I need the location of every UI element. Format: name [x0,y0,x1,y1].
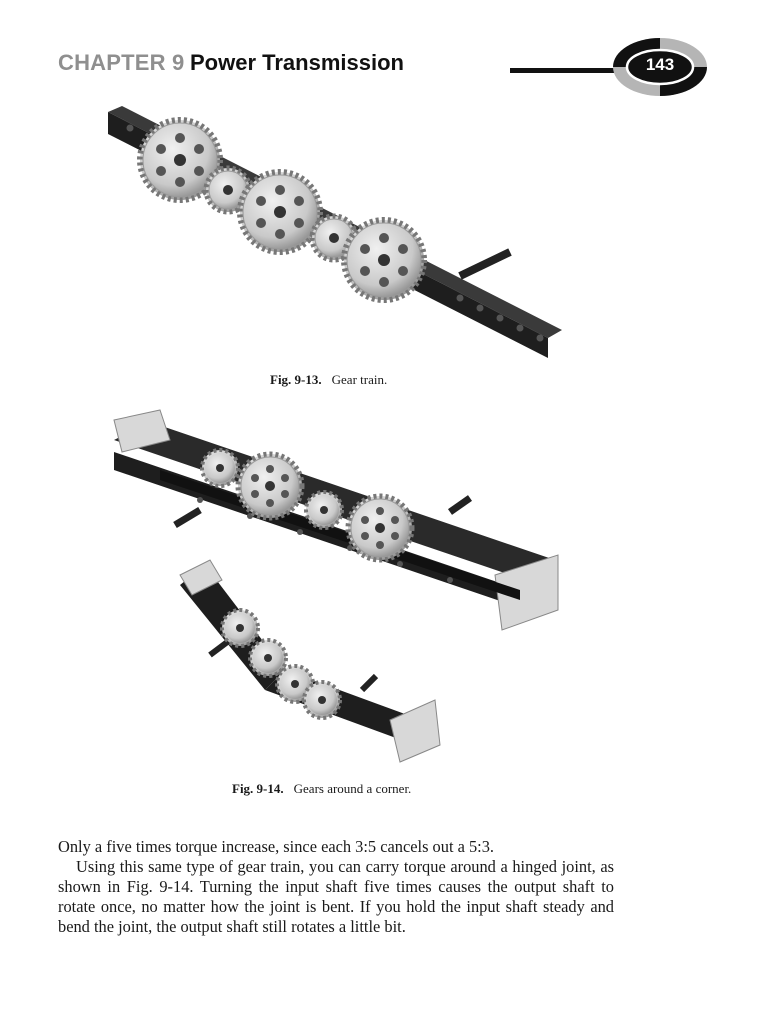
figure-caption-text: Gear train. [331,372,388,387]
figure-caption [270,372,387,388]
paragraph: Only a five times torque increase, since each 3:5 cancels out a 5:3. [58,837,495,856]
running-header [0,0,762,110]
paragraph: Using this same type of gear train, you can carry torque around a hinged joint, as shown in Fig. 9-14. Turning the input shaft five times causes the output shaft to rotate once, no matter how the joint is bent. If you hold the input shaft steady and bend the joint, the output shaft still rotates a little bit. [58,857,614,936]
figure-number: Fig. 9-14. [232,781,284,796]
figure-gears-around-corner-image [100,400,570,775]
figure-number: Fig. 9-13. [270,372,322,387]
figure-caption-text: Gears around a corner. [293,781,412,796]
chapter-title: Power Transmission [190,50,404,75]
chapter-label: CHAPTER 9 [58,50,185,75]
page-number: 143 [645,55,675,74]
figure-gear-train-image [100,100,570,360]
figure-caption [232,781,411,797]
header-rule [510,68,622,73]
body-text [58,837,614,937]
